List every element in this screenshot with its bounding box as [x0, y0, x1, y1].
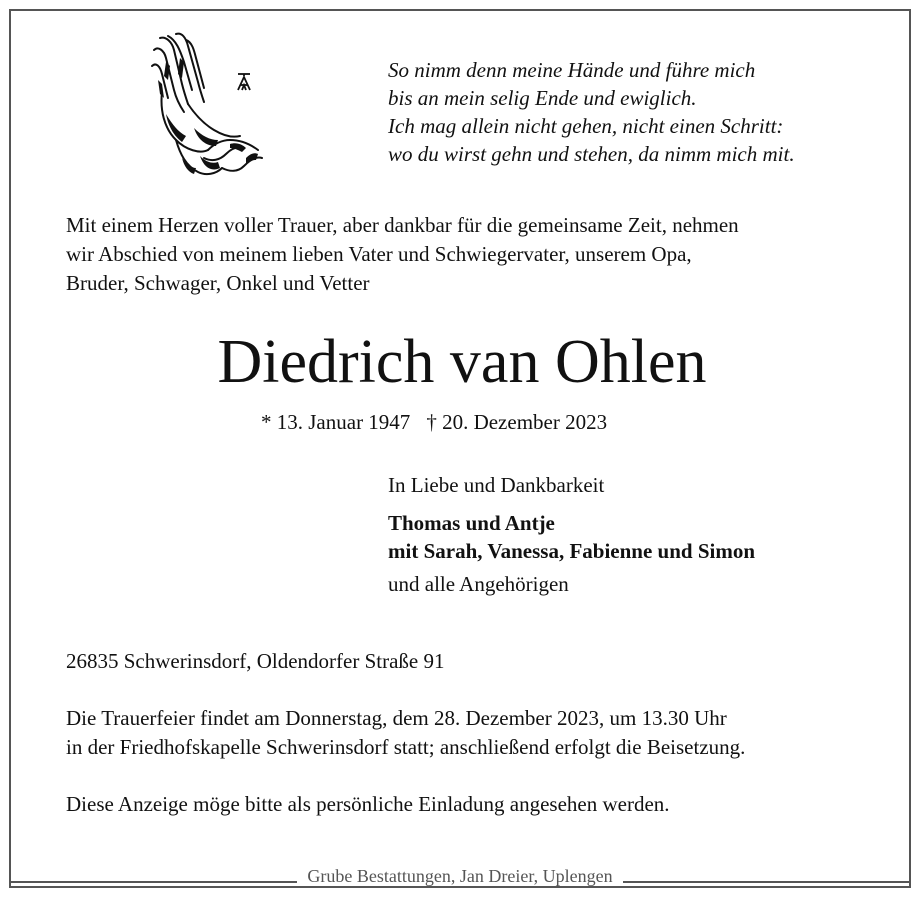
death-date: † 20. Dezember 2023	[426, 410, 608, 434]
artist-monogram-icon	[236, 72, 252, 92]
verse-line: Ich mag allein nicht gehen, nicht einen Schritt:	[388, 114, 784, 138]
invitation-note: Diese Anzeige möge bitte als persönliche Einladung angesehen werden.	[66, 792, 670, 816]
intro-line: wir Abschied von meinem lieben Vater und Schwiegervater, unserem Opa,	[66, 242, 692, 266]
verse-line: So nimm denn meine Hände und führe mich	[388, 58, 756, 82]
birth-date: * 13. Januar 1947	[261, 410, 411, 434]
verse-line: bis an mein selig Ende und ewiglich.	[388, 86, 697, 110]
funeral-home: Grube Bestattungen, Jan Dreier, Uplengen	[307, 866, 613, 886]
love-line: In Liebe und Dankbarkeit	[388, 473, 605, 497]
intro-line: Mit einem Herzen voller Trauer, aber dankbar für die gemeinsame Zeit, nehmen	[66, 213, 739, 237]
family-line: mit Sarah, Vanessa, Fabienne und Simon	[388, 539, 756, 563]
verse-line: wo du wirst gehn und stehen, da nimm mich mit.	[388, 142, 795, 166]
relatives-line: und alle Angehörigen	[388, 572, 569, 596]
deceased-name: Diedrich van Ohlen	[217, 328, 707, 396]
footer	[11, 864, 909, 888]
ceremony-line: Die Trauerfeier findet am Donnerstag, dem 28. Dezember 2023, um 13.30 Uhr	[66, 706, 727, 730]
ceremony-line: in der Friedhofskapelle Schwerinsdorf statt; anschließend erfolgt die Beisetzung.	[66, 735, 746, 759]
verse-block	[388, 56, 795, 168]
family-line: Thomas und Antje	[388, 511, 555, 535]
praying-hands-icon	[146, 32, 264, 182]
intro-line: Bruder, Schwager, Onkel und Vetter	[66, 271, 370, 295]
family-names	[388, 509, 755, 565]
life-dates	[261, 408, 607, 436]
intro-text	[66, 211, 866, 298]
footer-rule-left	[11, 881, 297, 883]
footer-rule-right	[623, 881, 909, 883]
address: 26835 Schwerinsdorf, Oldendorfer Straße 91	[66, 649, 445, 673]
ceremony-info	[66, 704, 745, 762]
